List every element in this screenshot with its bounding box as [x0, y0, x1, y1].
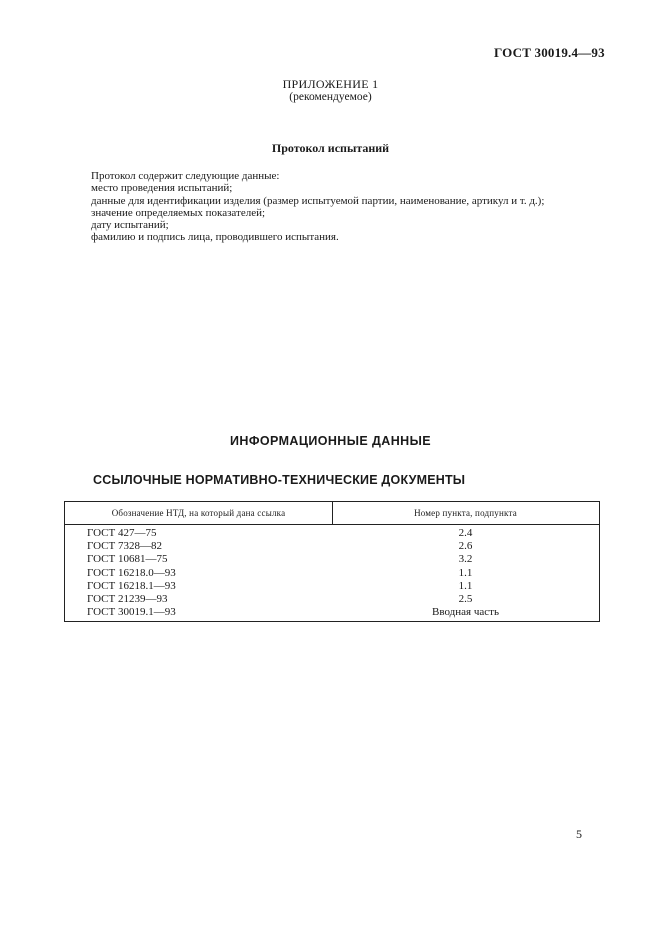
reference-document: ГОСТ 16218.1—93 [87, 579, 176, 592]
protocol-line: Протокол содержит следующие данные: [91, 170, 280, 182]
document-code: ГОСТ 30019.4—93 [494, 45, 605, 60]
protocol-line: фамилию и подпись лица, проводившего испытания. [91, 231, 339, 244]
protocol-content [91, 170, 544, 244]
table-body [65, 527, 599, 619]
info-section-title: ИНФОРМАЦИОННЫЕ ДАННЫЕ [230, 434, 431, 448]
reference-document: ГОСТ 30019.1—93 [87, 606, 176, 619]
page-number: 5 [576, 827, 582, 841]
protocol-line: данные для идентификации изделия (размер испытуемой партии, наименование, артикул и т. д.); [91, 194, 545, 207]
reference-document: ГОСТ 21239—93 [87, 592, 168, 605]
reference-document: ГОСТ 16218.0—93 [87, 566, 176, 579]
reference-clause: 2.5 [458, 592, 473, 605]
table-row [65, 580, 599, 593]
table-row [65, 553, 599, 566]
reference-clause: 3.2 [458, 553, 473, 566]
reference-document: ГОСТ 10681—75 [87, 553, 168, 566]
reference-clause: 1.1 [458, 566, 473, 579]
reference-clause: 1.1 [458, 579, 473, 592]
table-header [65, 502, 599, 525]
protocol-line: значение определяемых показателей; [91, 206, 266, 219]
appendix-subtitle: (рекомендуемое) [289, 91, 372, 103]
table-row [65, 527, 599, 540]
references-table [64, 501, 600, 622]
reference-clause: 2.4 [458, 527, 473, 539]
protocol-line: место проведения испытаний; [91, 182, 233, 195]
column-header-clause: Номер пункта, подпункта [414, 508, 517, 518]
column-header-document: Обозначение НТД, на который дана ссылка [111, 508, 286, 518]
table-row [65, 540, 599, 553]
reference-document: ГОСТ 427—75 [87, 527, 157, 539]
table-row [65, 567, 599, 580]
appendix-title: ПРИЛОЖЕНИЕ 1 [282, 77, 379, 91]
table-row [65, 593, 599, 606]
reference-clause: Вводная часть [432, 606, 499, 619]
reference-clause: 2.6 [458, 540, 473, 553]
protocol-line: дату испытаний; [91, 219, 169, 232]
references-title: ССЫЛОЧНЫЕ НОРМАТИВНО-ТЕХНИЧЕСКИЕ ДОКУМЕНТЫ [93, 473, 466, 487]
protocol-title: Протокол испытаний [271, 141, 390, 155]
table-row [65, 606, 599, 619]
reference-document: ГОСТ 7328—82 [87, 540, 162, 553]
